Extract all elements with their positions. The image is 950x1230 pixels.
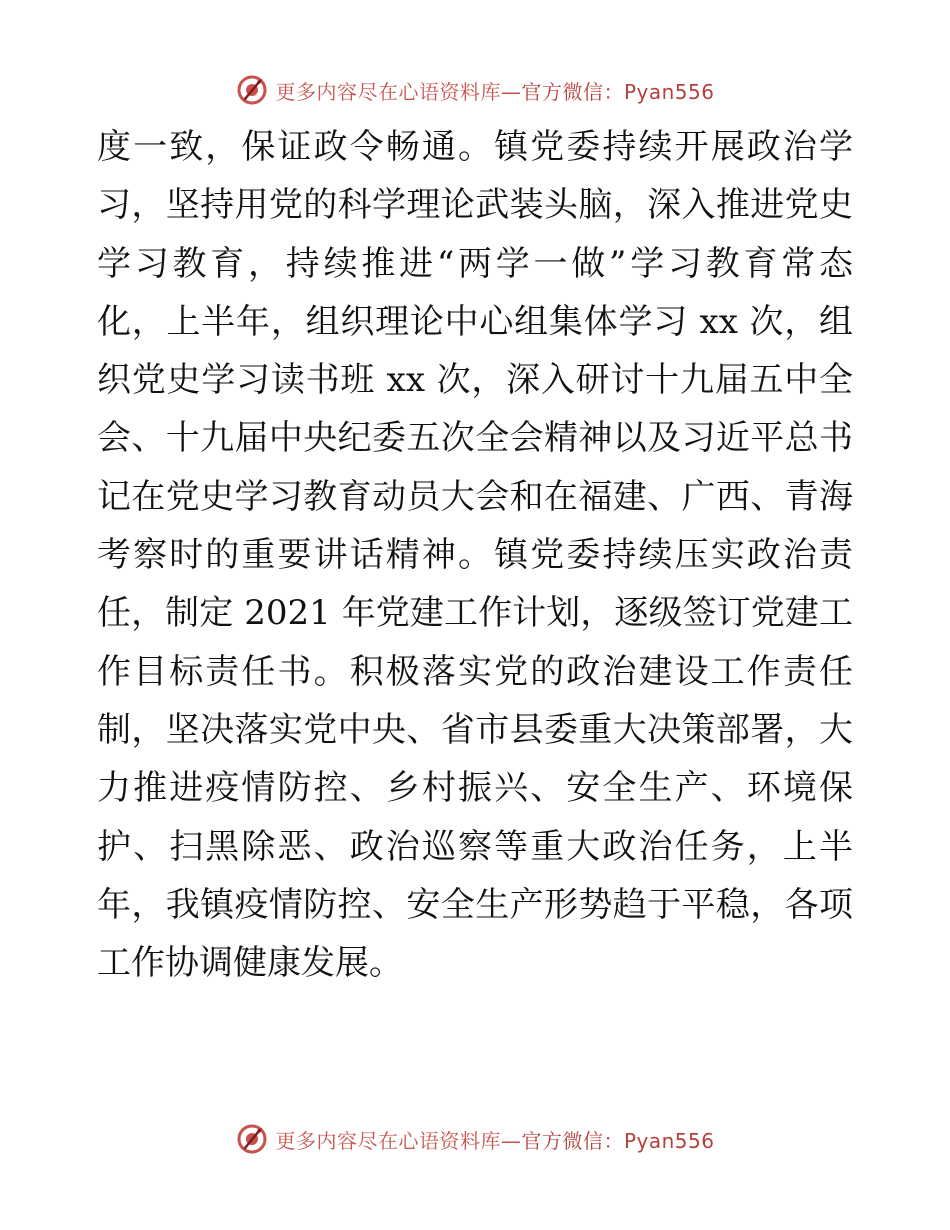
- footer-site-text: 更多内容尽在心语资料库: [275, 1128, 501, 1153]
- brand-logo-icon: [235, 1122, 269, 1156]
- body-line: 织党史学习读书班 xx 次，深入研讨十九届五中全: [97, 360, 853, 401]
- brand-logo-icon: [235, 73, 269, 107]
- body-line: 工作协调健康发展。: [97, 943, 403, 984]
- footer-separator: —: [500, 1128, 522, 1153]
- header-contact-text: 官方微信：Pyan556: [521, 79, 715, 104]
- header-separator: —: [500, 79, 522, 104]
- body-line: 护、扫黑除恶、政治巡察等重大政治任务，上半: [97, 826, 853, 867]
- header-watermark: [0, 68, 950, 112]
- body-line: 会、十九届中央纪委五次全会精神以及习近平总书: [97, 418, 853, 459]
- body-line: 度一致，保证政令畅通。镇党委持续开展政治学: [97, 127, 853, 167]
- body-line: 作目标责任书。积极落实党的政治建设工作责任: [97, 651, 853, 692]
- body-line: 考察时的重要讲话精神。镇党委持续压实政治责: [97, 535, 853, 576]
- body-line: 制，坚决落实党中央、省市县委重大决策部署，大: [97, 709, 853, 750]
- body-line: 习，坚持用党的科学理论武装头脑，深入推进党史: [97, 185, 853, 226]
- body-line: 任，制定 2021 年党建工作计划，逐级签订党建工: [97, 593, 853, 634]
- footer-contact-text: 官方微信：Pyan556: [521, 1128, 715, 1153]
- body-line: 化，上半年，组织理论中心组集体学习 xx 次，组: [97, 301, 853, 342]
- document-body: [97, 118, 853, 992]
- body-line: 学习教育，持续推进“两学一做”学习教育常态: [97, 243, 853, 284]
- footer-watermark: [0, 1117, 950, 1161]
- body-line: 力推进疫情防控、乡村振兴、安全生产、环境保: [97, 768, 853, 809]
- body-line: 记在党史学习教育动员大会和在福建、广西、青海: [97, 476, 853, 517]
- body-line: 年，我镇疫情防控、安全生产形势趋于平稳，各项: [97, 884, 853, 925]
- header-site-text: 更多内容尽在心语资料库: [275, 79, 501, 104]
